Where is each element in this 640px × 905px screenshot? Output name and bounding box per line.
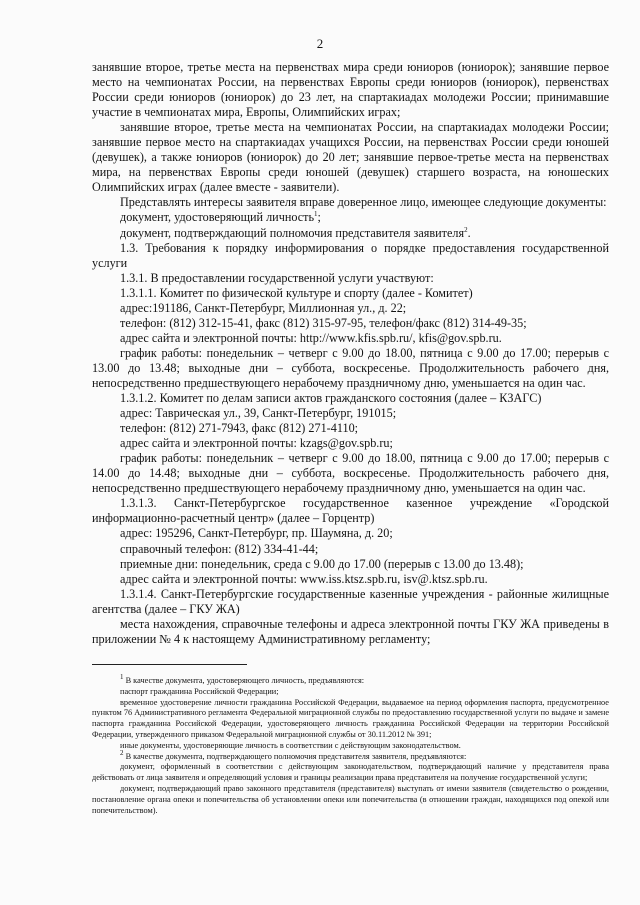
paragraph: 1.3.1.4. Санкт-Петербургские государственные казенные учреждения - районные жилищные агентства (далее – ГКУ ЖА) xyxy=(92,586,609,616)
footnote-text: В качестве документа, подтверждающего полномочия представителя заявителя, предъявляются: xyxy=(125,751,467,761)
paragraph-with-footnote: документ, удостоверяющий личность$^1$; xyxy=(120,210,321,225)
footnote-text: временное удостоверение личности гражданина Российской Федерации, выдаваемое на период оформления паспорта, предусмотренное пунктом 76 Административного регламента Федеральной миграционной службы по предоставлению государственной услуги по выдаче и замене паспорта гражданина Российской Федерации, удостоверяющего личность гражданина Российской Федерации на территории Российской Федерации, утвержденного приказом Федеральной миграционной службы от 30.11.2012 № 391; xyxy=(92,697,609,739)
paragraph: адрес:191186, Санкт-Петербург, Миллионная ул., д. 22; xyxy=(120,300,407,315)
paragraph: справочный телефон: (812) 334-41-44; xyxy=(120,541,319,556)
footnote-ref: 1 xyxy=(314,210,318,219)
paragraph: места нахождения, справочные телефоны и адреса электронной почты ГКУ ЖА приведены в приложении № 4 к настоящему Административному регламенту; xyxy=(92,616,609,646)
paragraph: телефон: (812) 271-7943, факс (812) 271-4110; xyxy=(120,421,359,436)
paragraph: график работы: понедельник – четверг с 9.00 до 18.00, пятница с 9.00 до 17.00; перерыв с 13.00 до 13.48; выходные дни – суббота, воскресенье. Продолжительность рабочего дня, непосредственно предшествующего нерабочему праздничному дню, уменьшается на один час. xyxy=(92,345,609,390)
paragraph: 1.3.1.1. Комитет по физической культуре и спорту (далее - Комитет) xyxy=(120,285,473,300)
footnote-separator xyxy=(92,664,247,665)
paragraph: адрес сайта и электронной почты: www.iss.ktsz.spb.ru, isv@.ktsz.spb.ru. xyxy=(120,571,488,586)
paragraph-with-footnote: документ, подтверждающий полномочия представителя заявителя$^2$. xyxy=(120,225,471,240)
footnote-heading xyxy=(92,748,609,763)
paragraph: график работы: понедельник – четверг с 9.00 до 18.00, пятница с 9.00 до 17.00; перерыв с 14.00 до 14.48; выходные дни – суббота, воскресенье. Продолжительность рабочего дня, непосредственно предшествующего нерабочему праздничному дню, уменьшается на один час. xyxy=(92,451,609,496)
paragraph: адрес: 195296, Санкт-Петербург, пр. Шаумяна, д. 20; xyxy=(120,526,393,541)
paragraph: приемные дни: понедельник, среда с 9.00 до 17.00 (перерыв с 13.00 до 13.48); xyxy=(120,556,524,571)
paragraph: телефон: (812) 312-15-41, факс (812) 315-97-95, телефон/факс (812) 314-49-35; xyxy=(120,315,527,330)
footnote-heading xyxy=(92,673,609,687)
main-text xyxy=(92,60,609,647)
paragraph-text: документ, подтверждающий полномочия представителя заявителя xyxy=(120,225,465,240)
footnote-text: документ, оформленный в соответствии с действующим законодательством, подтверждающий наличие у представителя права действовать от лица заявителя и определяющий условия и границы реализации права представителя на получение государственной услуги; xyxy=(92,762,609,783)
paragraph: адрес сайта и электронной почты: http://www.kfis.spb.ru/, kfis@gov.spb.ru. xyxy=(120,330,502,345)
footnote-text: В качестве документа, удостоверяющего личность, предъявляются: xyxy=(125,676,365,685)
paragraph: 1.3.1.3. Санкт-Петербургское государственное казенное учреждение «Городской информационно-расчетный центр» (далее – Горцентр) xyxy=(92,496,609,526)
footnote-number: 2 xyxy=(120,748,124,757)
paragraph: адрес: Таврическая ул., 39, Санкт-Петербург, 191015; xyxy=(120,406,397,421)
paragraph: адрес сайта и электронной почты: kzags@gov.spb.ru; xyxy=(120,436,393,451)
footnotes xyxy=(92,673,609,816)
footnote-text: документ, подтверждающий право законного представителя (представителя) выступать от имени заявителя (свидетельство о рождении, постановление органа опеки и попечительства об установлении опеки или попечительства (в отношении граждан, находящихся под опекой или попечительством). xyxy=(92,783,609,815)
footnote-text: иные документы, удостоверяющие личность в соответствии с действующим законодательством. xyxy=(120,740,461,750)
section-heading: 1.3. Требования к порядку информирования о порядке предоставления государственной услуги xyxy=(92,240,609,270)
paragraph: 1.3.1.2. Комитет по делам записи актов гражданского состояния (далее – КЗАГС) xyxy=(120,391,542,406)
footnote-number: 1 xyxy=(120,673,124,682)
footnote-ref: 2 xyxy=(464,225,468,234)
page-number: 2 xyxy=(316,36,324,51)
footnote-text: паспорт гражданина Российской Федерации; xyxy=(120,686,279,696)
paragraph: занявшие второе, третье места на первенствах мира среди юниоров (юниорок); занявшие первое место на чемпионатах России, на первенствах Европы среди юниоров (юниорок), первенствах России среди юниоров (юниорок) до 23 лет, на спартакиадах молодежи России; принимавшие участие в чемпионатах мира, Европы, Олимпийских играх; xyxy=(92,60,609,120)
paragraph: Представлять интересы заявителя вправе доверенное лицо, имеющее следующие документы: xyxy=(120,195,607,210)
paragraph: занявшие второе, третье места на чемпионатах России, на спартакиадах молодежи России; занявшие первое место на спартакиадах учащихся России, на первенствах России среди юношей (девушек), а также юниоров (юниорок) до 20 лет; занявшие первое-третье места на первенствах мира, на первенствах Европы среди юношей (девушек) старшего возраста, на юношеских Олимпийских играх (далее вместе - заявители). xyxy=(92,120,609,195)
paragraph-text: документ, удостоверяющий личность xyxy=(120,210,315,225)
paragraph: 1.3.1. В предоставлении государственной услуги участвуют: xyxy=(120,270,434,285)
